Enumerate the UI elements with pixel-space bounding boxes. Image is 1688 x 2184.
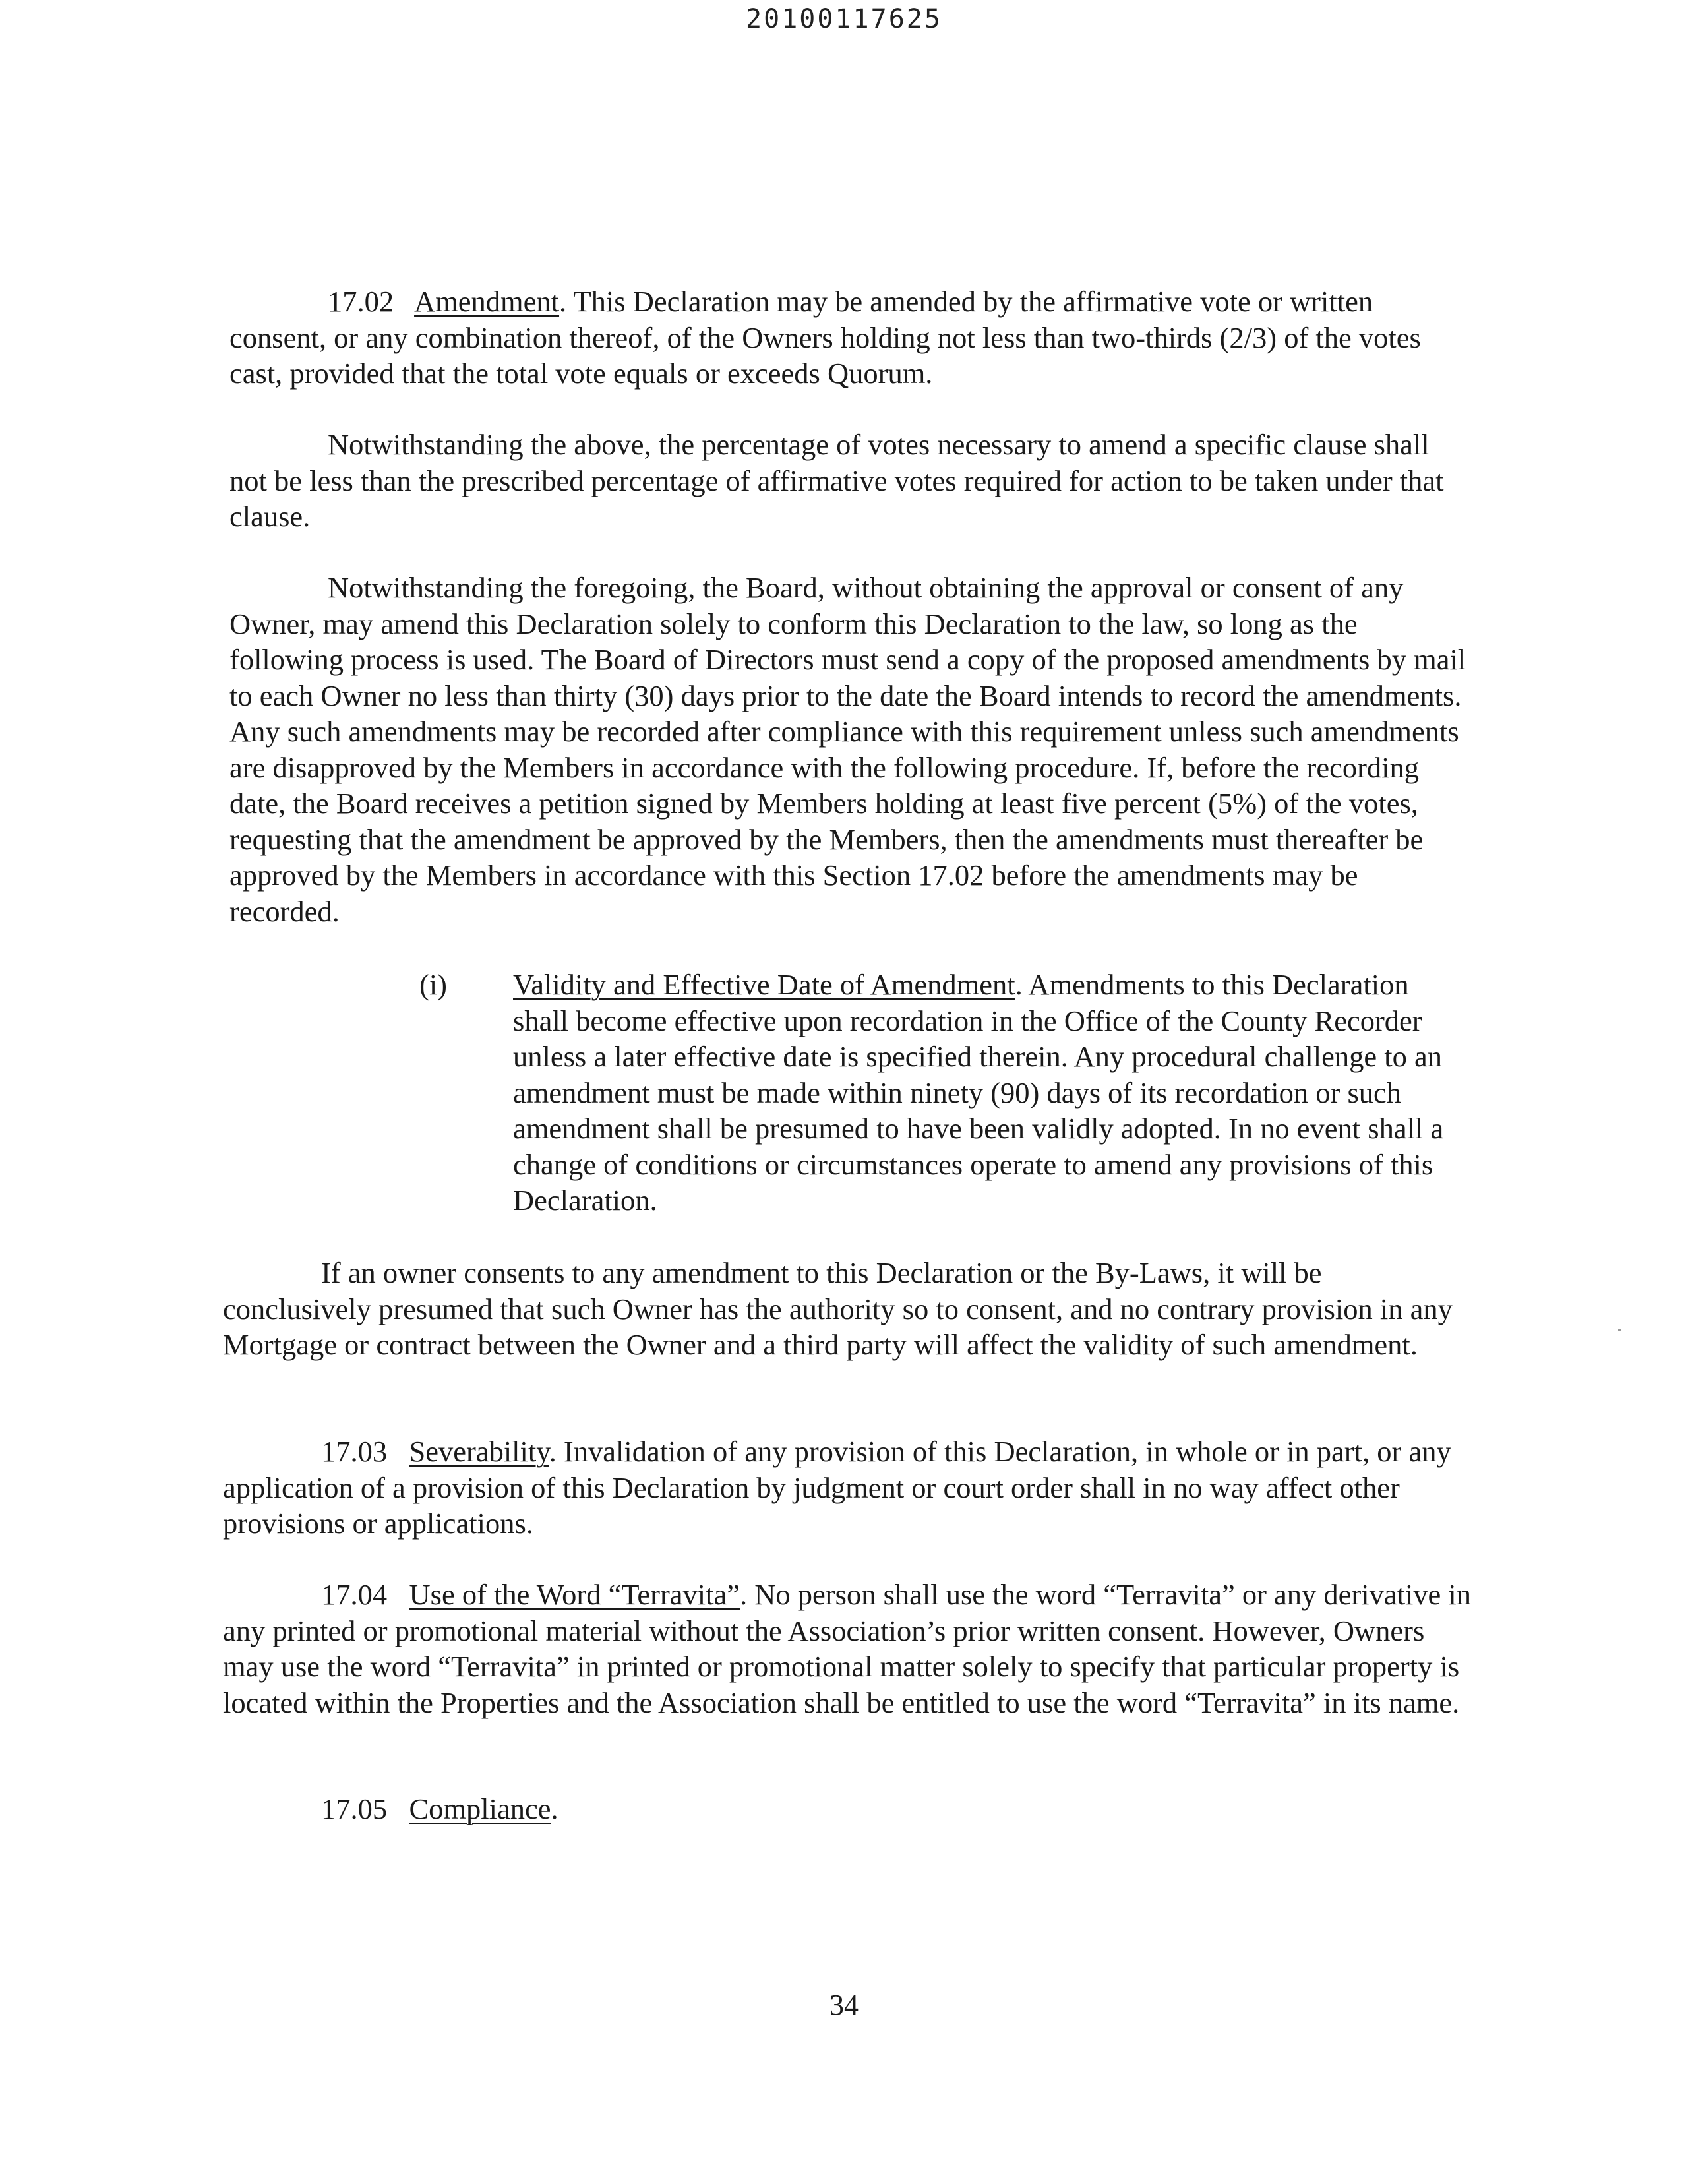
section-17-02-paragraph — [229, 284, 1472, 392]
section-17-04-number: 17.04 — [321, 1578, 388, 1611]
section-17-05-number: 17.05 — [321, 1792, 388, 1825]
item-i-label: (i) — [419, 968, 448, 1001]
scan-speck — [1618, 1329, 1621, 1331]
item-i-paragraph — [513, 967, 1462, 1219]
section-17-02-heading: Amendment — [414, 285, 560, 318]
section-17-05-heading: Compliance — [409, 1792, 551, 1825]
paragraph-owner-consents: If an owner consents to any amendment to this Declaration or the By-Laws, it will be conclusively presumed that such Owner has the authority so to consent, and no contrary provision in any Mortgage or contract between the Owner and a third party will affect the validity of such amendment. — [223, 1256, 1453, 1361]
item-i-text: . Amendments to this Declaration shall become effective upon recordation in the Office of the County Recorder unless a later effective date is specified therein. Any procedural challenge to an amendment must be made within ninety (90) days of its recordation or such amendment shall be presumed to have been validly adopted. In no event shall a change of conditions or circumstances operate to amend any provisions of this Declaration. — [513, 968, 1444, 1217]
section-17-02-number: 17.02 — [328, 285, 394, 318]
section-17-04-heading: Use of the Word “Terravita” — [409, 1578, 740, 1611]
document-number: 20100117625 — [746, 4, 942, 34]
section-17-03-heading: Severability — [409, 1435, 549, 1468]
section-17-03-paragraph — [223, 1434, 1472, 1542]
section-17-04-paragraph — [223, 1577, 1472, 1720]
page-number: 34 — [829, 1989, 859, 2021]
section-17-03-text: . Invalidation of any provision of this Declaration, in whole or in part, or any application of a provision of this Declaration by judgment or court order shall in no way affect other provisions or applications. — [223, 1435, 1451, 1540]
item-i-heading: Validity and Effective Date of Amendment — [513, 968, 1015, 1001]
section-17-05-text: . — [551, 1792, 558, 1825]
section-17-05-paragraph — [223, 1791, 1472, 1827]
section-17-03-number: 17.03 — [321, 1435, 388, 1468]
paragraph-notwithstanding-above: Notwithstanding the above, the percentage of votes necessary to amend a specific clause shall not be less than the prescribed percentage of affirmative votes required for action to be taken under that clause. — [229, 428, 1444, 533]
section-17-04-text: . No person shall use the word “Terravita” or any derivative in any printed or promotional material without the Association’s prior written consent. However, Owners may use the word “Terravita” in printed or promotional matter solely to specify that particular property is located within the Properties and the Association shall be entitled to use the word “Terravita” in its name. — [223, 1578, 1472, 1719]
paragraph-notwithstanding-foregoing: Notwithstanding the foregoing, the Board, without obtaining the approval or consent of any Owner, may amend this Declaration solely to conform this Declaration to the law, so long as the following process is used. The Board of Directors must send a copy of the proposed amendments by mail to each Owner no less than thirty (30) days prior to the date the Board intends to record the amendments. Any such amendments may be recorded after compliance with this requirement unless such amendments are disapproved by the Members in accordance with the following procedure. If, before the recording date, the Board receives a petition signed by Members holding at least five percent (5%) of the votes, requesting that the amendment be approved by the Members, then the amendments must thereafter be approved by the Members in accordance with this Section 17.02 before the amendments may be recorded. — [229, 571, 1466, 928]
section-17-02-text: . This Declaration may be amended by the affirmative vote or written consent, or any combination thereof, of the Owners holding not less than two-thirds (2/3) of the votes cast, provided that the total vote equals or exceeds Quorum. — [229, 285, 1421, 390]
